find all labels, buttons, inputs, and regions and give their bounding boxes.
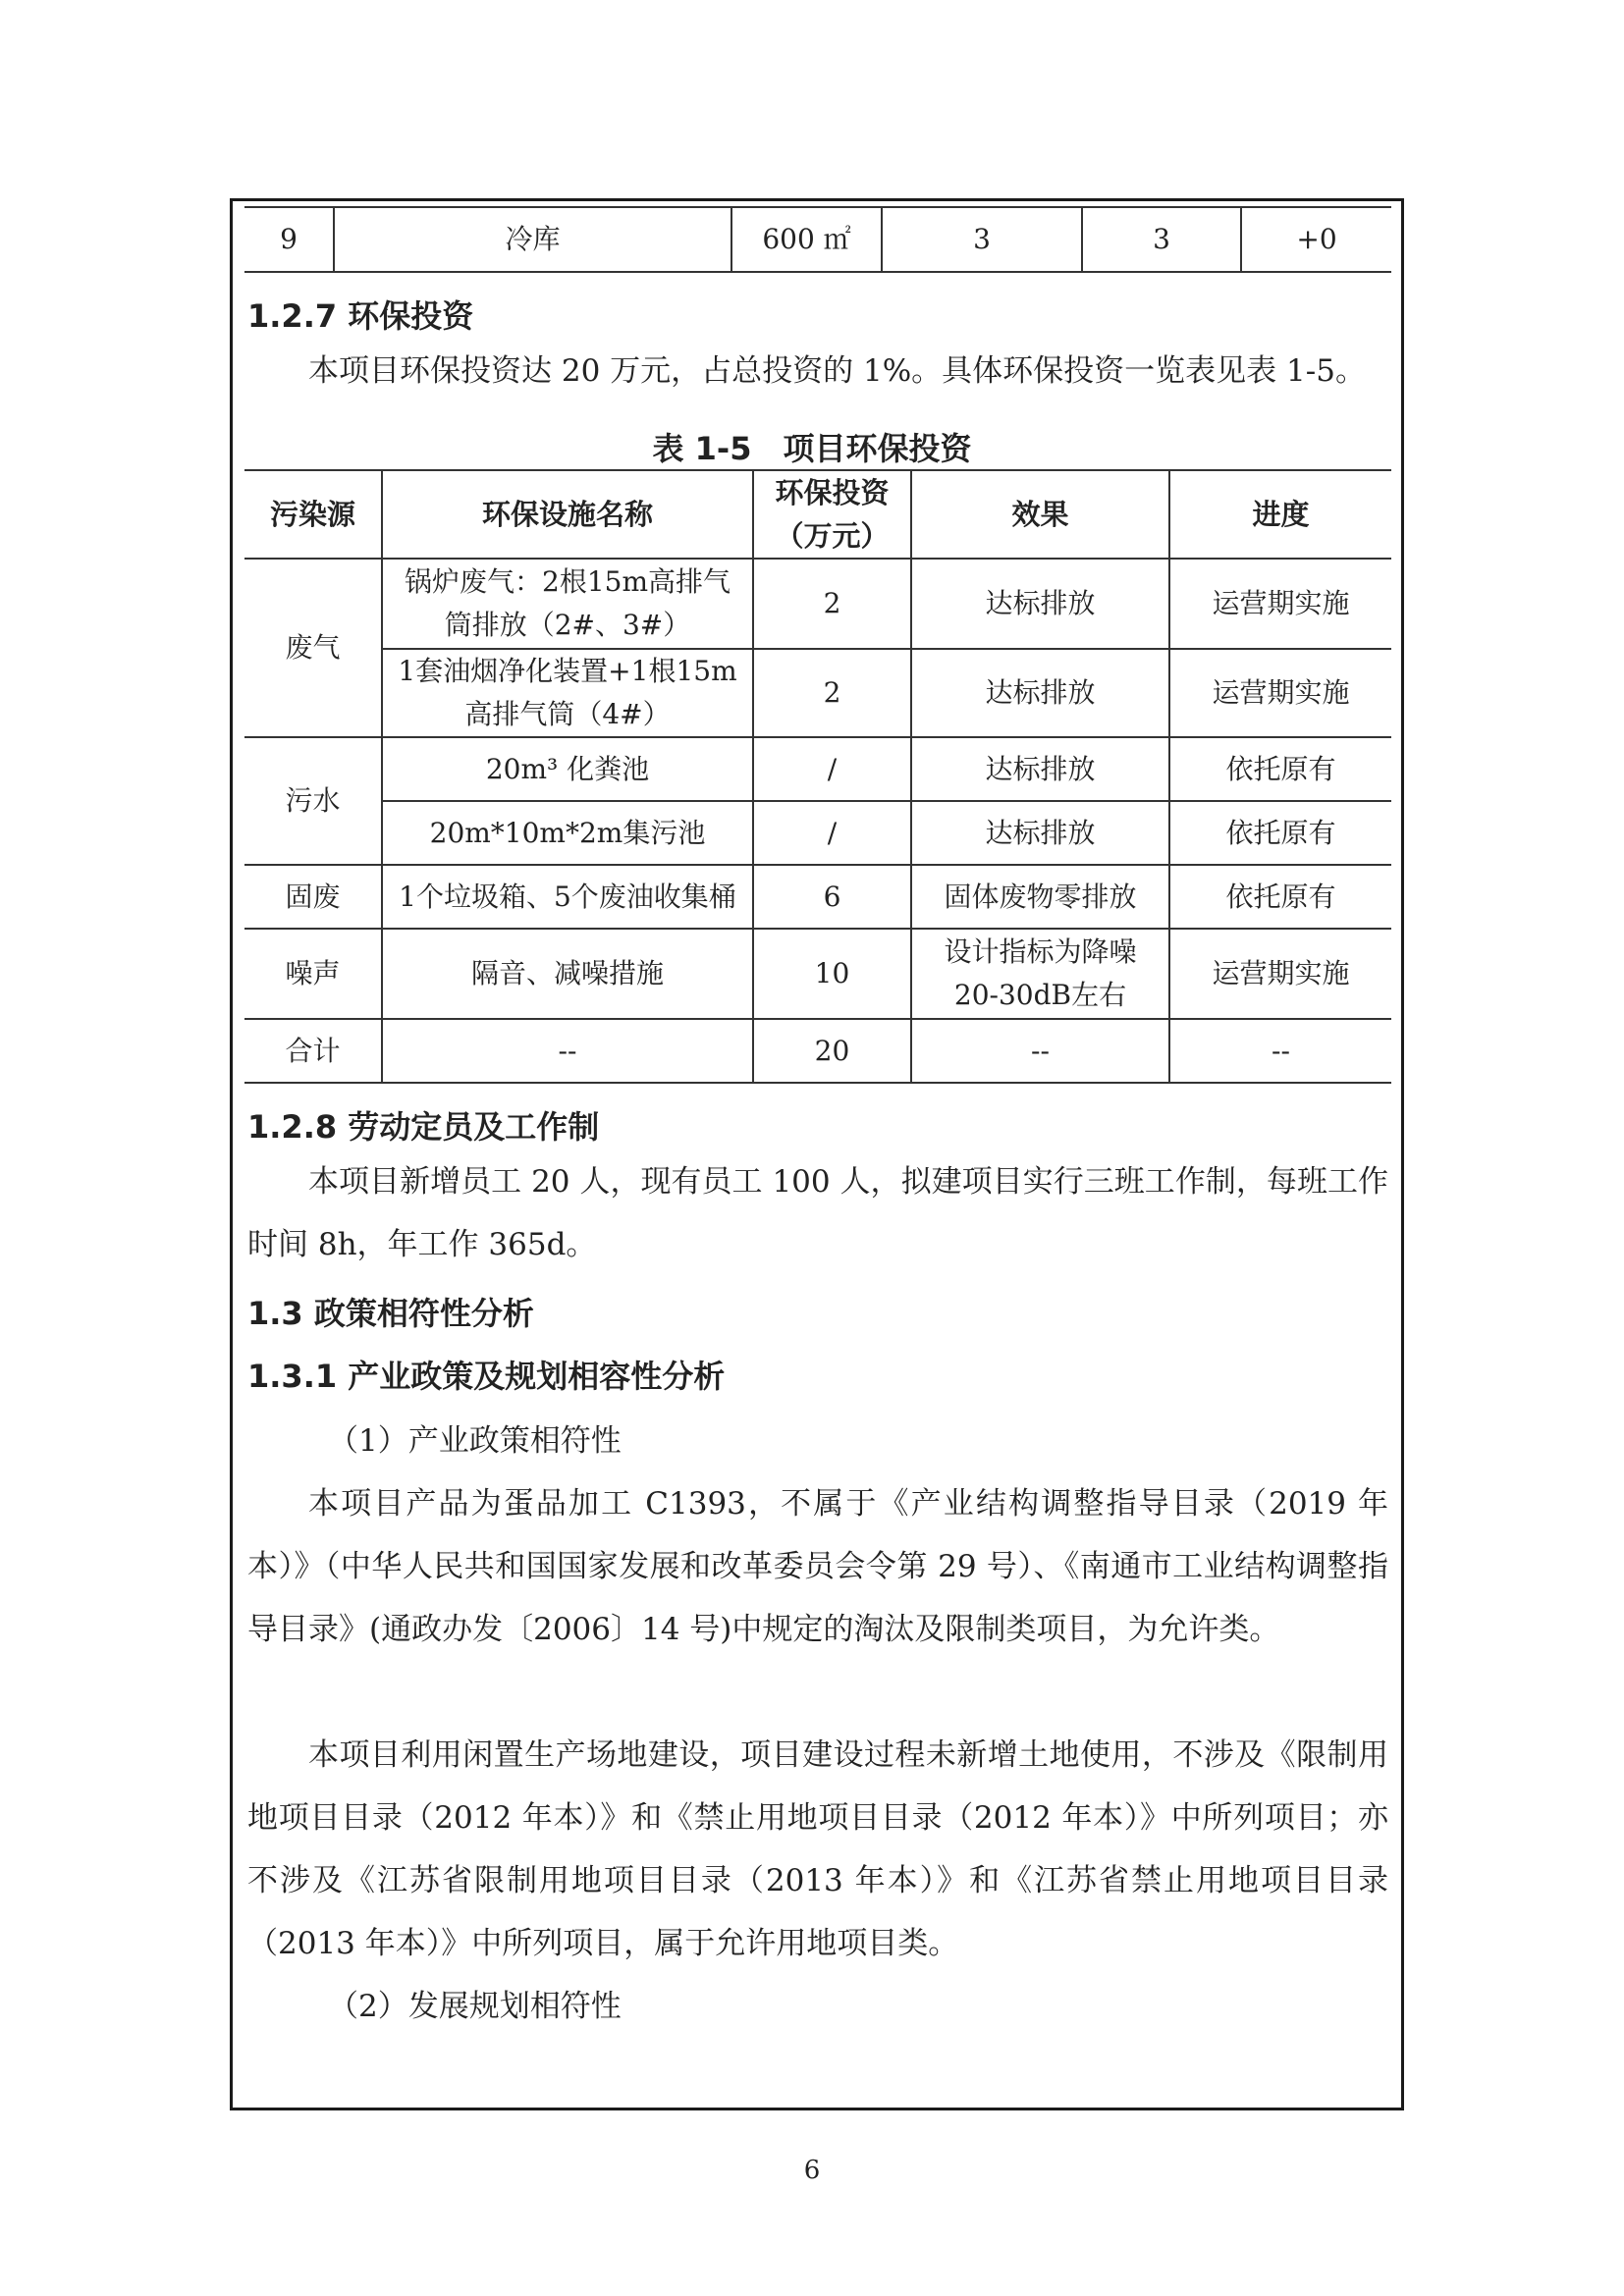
facility-cell: -- — [382, 1019, 753, 1083]
progress-cell: -- — [1169, 1019, 1391, 1083]
section-heading-1-2-7: 1.2.7 环保投资 — [247, 297, 474, 335]
paragraph-staffing: 本项目新增员工 20 人，现有员工 100 人，拟建项目实行三班工作制，每班工作时间 8h，年工作 365d。 — [247, 1164, 1388, 1262]
table-row — [244, 801, 1391, 865]
facility-cell: 隔音、减噪措施 — [382, 929, 753, 1019]
investment-cell: 2 — [753, 559, 911, 649]
investment-cell: 6 — [753, 865, 911, 929]
facility-cell: 1个垃圾箱、5个废油收集桶 — [382, 865, 753, 929]
facility-cell: 1套油烟净化装置+1根15m高排气筒（4#） — [382, 649, 753, 737]
progress-cell: 运营期实施 — [1169, 649, 1391, 737]
subheading-development-plan: （2）发展规划相符性 — [328, 1989, 622, 2024]
header-pollution-source: 污染源 — [244, 470, 382, 559]
cell-value: 3 — [1082, 207, 1241, 272]
facility-area: 600 ㎡ — [731, 207, 882, 272]
cell-change: +0 — [1241, 207, 1391, 272]
paragraph-industrial-policy: 本项目产品为蛋品加工 C1393，不属于《产业结构调整指导目录（2019 年本）》（中华人民共和国国家发展和改革委员会令第 29 号）、《南通市工业结构调整指导目录》(通政办发〔2006〕14 号)中规定的淘汰及限制类项目，为允许类。 — [247, 1486, 1388, 1647]
paragraph-land-use: 本项目利用闲置生产场地建设，项目建设过程未新增土地使用，不涉及《限制用地项目目录（2012 年本）》和《禁止用地项目目录（2012 年本）》中所列项目；亦不涉及《江苏省限制用地项目目录（2013 年本）》和《江苏省禁止用地项目目录（2013 年本）》中所列项目，属于允许用地项目类。 — [247, 1737, 1388, 1961]
source-cell: 噪声 — [244, 929, 382, 1019]
section-heading-1-3-1: 1.3.1 产业政策及规划相容性分析 — [247, 1358, 726, 1395]
progress-cell: 依托原有 — [1169, 801, 1391, 865]
effect-cell: -- — [911, 1019, 1169, 1083]
table-row — [244, 929, 1391, 1019]
progress-cell: 运营期实施 — [1169, 929, 1391, 1019]
progress-cell: 依托原有 — [1169, 865, 1391, 929]
header-effect: 效果 — [911, 470, 1169, 559]
effect-cell: 设计指标为降噪20-30dB左右 — [911, 929, 1169, 1019]
source-cell: 污水 — [244, 737, 382, 865]
section-heading-1-2-8: 1.2.8 劳动定员及工作制 — [247, 1108, 600, 1146]
table-header-row — [244, 470, 1391, 559]
paragraph-investment: 本项目环保投资达 20 万元，占总投资的 1%。具体环保投资一览表见表 1-5。 — [308, 353, 1366, 389]
section-heading-1-3: 1.3 政策相符性分析 — [247, 1295, 534, 1332]
table-row — [244, 865, 1391, 929]
page-number: 6 — [803, 2156, 821, 2185]
investment-table — [244, 469, 1391, 1084]
effect-cell: 达标排放 — [911, 649, 1169, 737]
header-investment: 环保投资（万元） — [753, 470, 911, 559]
facility-cell: 20m³ 化粪池 — [382, 737, 753, 801]
continuation-table — [244, 206, 1391, 273]
progress-cell: 运营期实施 — [1169, 559, 1391, 649]
table-row — [244, 559, 1391, 649]
effect-cell: 固体废物零排放 — [911, 865, 1169, 929]
effect-cell: 达标排放 — [911, 801, 1169, 865]
subheading-industrial-policy: （1）产业政策相符性 — [328, 1423, 622, 1459]
table-caption: 表 1-5 项目环保投资 — [652, 430, 972, 467]
source-cell: 合计 — [244, 1019, 382, 1083]
investment-cell: 2 — [753, 649, 911, 737]
investment-cell: 10 — [753, 929, 911, 1019]
investment-cell: 20 — [753, 1019, 911, 1083]
row-index: 9 — [244, 207, 334, 272]
source-cell: 固废 — [244, 865, 382, 929]
progress-cell: 依托原有 — [1169, 737, 1391, 801]
table-row — [244, 1019, 1391, 1083]
investment-cell: / — [753, 801, 911, 865]
header-facility-name: 环保设施名称 — [382, 470, 753, 559]
table-row — [244, 737, 1391, 801]
investment-cell: / — [753, 737, 911, 801]
source-cell: 废气 — [244, 559, 382, 737]
facility-cell: 锅炉废气：2根15m高排气筒排放（2#、3#） — [382, 559, 753, 649]
effect-cell: 达标排放 — [911, 737, 1169, 801]
cell-value: 3 — [882, 207, 1082, 272]
facility-cell: 20m*10m*2m集污池 — [382, 801, 753, 865]
header-progress: 进度 — [1169, 470, 1391, 559]
table-row — [244, 207, 1391, 272]
table-row — [244, 649, 1391, 737]
effect-cell: 达标排放 — [911, 559, 1169, 649]
facility-name: 冷库 — [334, 207, 731, 272]
